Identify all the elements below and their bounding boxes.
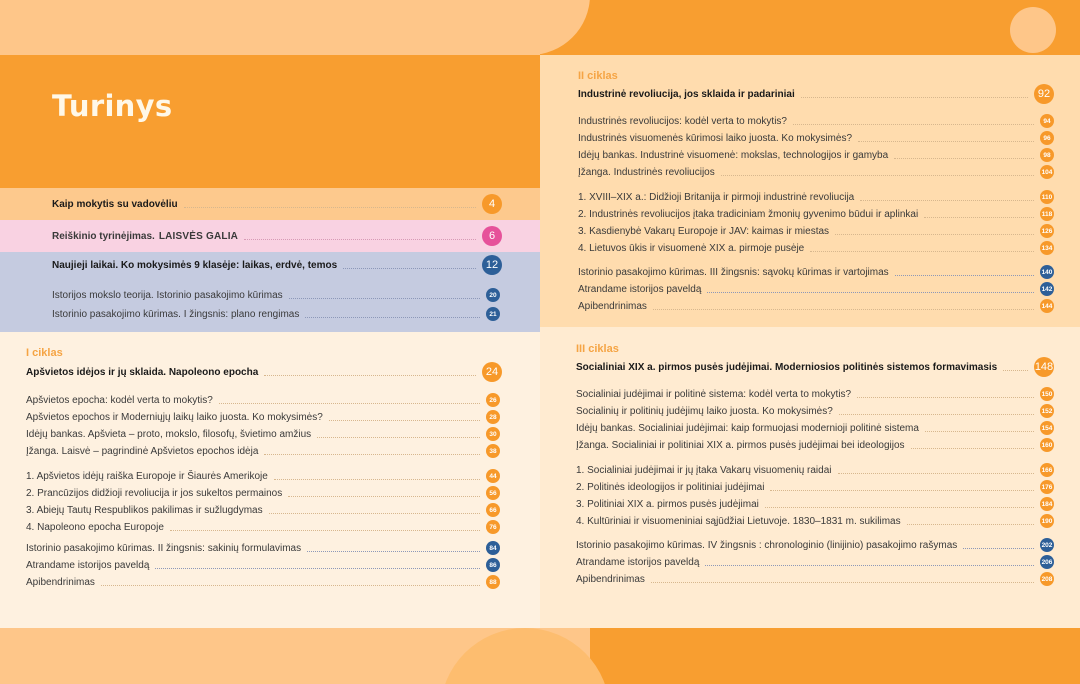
toc-entry[interactable]: [576, 537, 1054, 553]
decorative-circle: [1010, 7, 1056, 53]
intro-new-times-band: [0, 252, 540, 332]
page-badge: 148: [1034, 357, 1054, 377]
entry-label: Kaip mokytis su vadovėliu: [52, 198, 178, 210]
intro-how-to-band: [0, 188, 540, 220]
entry-label: 2. Politinės ideologijos ir politiniai judėjimai: [576, 481, 765, 493]
page-badge: 86: [486, 558, 500, 572]
entry-label: Industrinės revoliucijos: kodėl verta to mokytis?: [578, 115, 787, 127]
page-badge: 92: [1034, 84, 1054, 104]
leader-dots: [184, 207, 476, 208]
toc-entry[interactable]: [26, 468, 500, 484]
page-badge: 24: [482, 362, 502, 382]
leader-dots: [895, 275, 1034, 276]
entry-label: Apšvietos epochos ir Moderniųjų laikų laiko juosta. Ko mokysimės?: [26, 411, 323, 423]
leader-dots: [329, 420, 480, 421]
toc-entry[interactable]: [26, 557, 500, 573]
toc-entry[interactable]: [578, 147, 1054, 163]
page-badge: 206: [1040, 555, 1054, 569]
page-badge: 150: [1040, 387, 1054, 401]
page-badge: 202: [1040, 538, 1054, 552]
entry-label: Idėjų bankas. Apšvieta – proto, mokslo, filosofų, švietimo amžius: [26, 428, 312, 440]
leader-dots: [801, 97, 1028, 98]
toc-entry[interactable]: [576, 496, 1054, 512]
page-badge: 142: [1040, 282, 1054, 296]
entry-label: Įžanga. Laisvė – pagrindinė Apšvietos epochos idėja: [26, 445, 259, 457]
page-badge: 98: [1040, 148, 1054, 162]
leader-dots: [264, 454, 480, 455]
toc-entry[interactable]: [26, 540, 500, 556]
leader-dots: [707, 292, 1034, 293]
leader-dots: [911, 448, 1034, 449]
leader-dots: [289, 298, 480, 299]
entry-label: 1. XVIII–XIX a.: Didžioji Britanija ir pirmoji industrinė revoliucija: [578, 191, 855, 203]
page-badge: 104: [1040, 165, 1054, 179]
entry-label: Atrandame istorijos paveldą: [576, 556, 700, 568]
page-badge: 26: [486, 393, 500, 407]
leader-dots: [705, 565, 1034, 566]
toc-entry[interactable]: [576, 386, 1054, 402]
entry-label: Socialinių ir politinių judėjimų laiko juosta. Ko mokysimės?: [576, 405, 833, 417]
toc-entry[interactable]: [578, 240, 1054, 256]
page-badge: 126: [1040, 224, 1054, 238]
entry-label: Istorinio pasakojimo kūrimas. I žingsnis: plano rengimas: [52, 308, 300, 320]
leader-dots: [963, 548, 1034, 549]
toc-entry[interactable]: [578, 113, 1054, 129]
leader-dots: [765, 507, 1034, 508]
intro-study-band: [0, 220, 540, 252]
leader-dots: [924, 217, 1034, 218]
page-badge: 6: [482, 226, 502, 246]
entry-label: 3. Politiniai XIX a. pirmos pusės judėjimai: [576, 498, 759, 510]
cycle-heading-entry[interactable]: [576, 359, 1054, 375]
toc-entry[interactable]: [578, 223, 1054, 239]
leader-dots: [317, 437, 480, 438]
toc-entry[interactable]: [578, 189, 1054, 205]
leader-dots: [269, 513, 480, 514]
toc-entry[interactable]: [576, 479, 1054, 495]
toc-entry[interactable]: [52, 287, 500, 303]
toc-entry[interactable]: [576, 420, 1054, 436]
page-badge: 28: [486, 410, 500, 424]
top-band-left: [0, 0, 540, 55]
leader-dots: [155, 568, 480, 569]
entry-label: Socialiniai XIX a. pirmos pusės judėjimai. Moderniosios politinės sistemos formavimasis: [576, 361, 998, 373]
page-badge: 96: [1040, 131, 1054, 145]
leader-dots: [810, 251, 1034, 252]
cycle-1-panel: [0, 332, 540, 628]
page-badge: 134: [1040, 241, 1054, 255]
page-badge: 94: [1040, 114, 1054, 128]
page-badge: 88: [486, 575, 500, 589]
entry-label: Istorijos mokslo teorija. Istorinio pasakojimo kūrimas: [52, 289, 283, 301]
entry-label: Istorinio pasakojimo kūrimas. IV žingsnis : chronologinio (linijinio) pasakojimo rašymas: [576, 539, 958, 551]
entry-label: Idėjų bankas. Industrinė visuomenė: mokslas, technologijos ir gamyba: [578, 149, 889, 161]
leader-dots: [793, 124, 1034, 125]
entry-label: 4. Lietuvos ūkis ir visuomenė XIX a. pirmoje pusėje: [578, 242, 805, 254]
leader-dots: [835, 234, 1034, 235]
toc-entry[interactable]: [576, 462, 1054, 478]
leader-dots: [651, 582, 1034, 583]
entry-label: LAISVĖS GALIA: [158, 230, 239, 242]
leader-dots: [274, 479, 480, 480]
title-panel: [0, 55, 540, 188]
toc-entry[interactable]: [26, 519, 500, 535]
entry-label: Apšvietos epocha: kodėl verta to mokytis?: [26, 394, 213, 406]
leader-dots: [305, 317, 480, 318]
page-badge: 12: [482, 255, 502, 275]
toc-entry[interactable]: [578, 264, 1054, 280]
leader-dots: [857, 397, 1034, 398]
cycle-2-panel: [540, 55, 1080, 327]
entry-label: Industrinė revoliucija, jos sklaida ir padariniai: [578, 88, 795, 100]
leader-dots: [170, 530, 480, 531]
toc-entry[interactable]: [26, 502, 500, 518]
entry-label: Apšvietos idėjos ir jų sklaida. Napoleono epocha: [26, 366, 259, 378]
page-badge: 208: [1040, 572, 1054, 586]
page-badge: 154: [1040, 421, 1054, 435]
page-badge: 166: [1040, 463, 1054, 477]
leader-dots: [839, 414, 1034, 415]
toc-entry[interactable]: [576, 513, 1054, 529]
toc-entry[interactable]: [26, 392, 500, 408]
entry-label: Įžanga. Socialiniai ir politiniai XIX a. pirmos pusės judėjimai bei ideologijos: [576, 439, 905, 451]
cycle-heading-entry[interactable]: [578, 86, 1054, 102]
bottom-band-right: [590, 628, 1080, 684]
entry-label: Istorinio pasakojimo kūrimas. II žingsnis: sakinių formulavimas: [26, 542, 302, 554]
toc-entry[interactable]: [576, 437, 1054, 453]
toc-entry[interactable]: [26, 485, 500, 501]
toc-entry[interactable]: [576, 403, 1054, 419]
page-badge: 140: [1040, 265, 1054, 279]
leader-dots: [244, 239, 476, 240]
leader-dots: [838, 473, 1035, 474]
entry-label: 4. Kultūriniai ir visuomeniniai sąjūdžiai Lietuvoje. 1830–1831 m. sukilimas: [576, 515, 901, 527]
page-badge: 76: [486, 520, 500, 534]
leader-dots: [721, 175, 1034, 176]
entry-label: 1. Apšvietos idėjų raiška Europoje ir Šiaurės Amerikoje: [26, 470, 268, 482]
leader-dots: [1003, 370, 1028, 371]
entry-label: Įžanga. Industrinės revoliucijos: [578, 166, 715, 178]
page-badge: 110: [1040, 190, 1054, 204]
leader-dots: [653, 309, 1034, 310]
cycle-3-panel: [540, 327, 1080, 628]
entry-label: 1. Socialiniai judėjimai ir jų įtaka Vakarų visuomenių raidai: [576, 464, 832, 476]
page-badge: 20: [486, 288, 500, 302]
toc-entry[interactable]: [578, 164, 1054, 180]
entry-label: 3. Kasdienybė Vakarų Europoje ir JAV: kaimas ir miestas: [578, 225, 830, 237]
leader-dots: [907, 524, 1034, 525]
leader-dots: [101, 585, 480, 586]
cycle-heading-entry[interactable]: [26, 364, 502, 380]
page-badge: 21: [486, 307, 500, 321]
leader-dots: [925, 431, 1034, 432]
toc-entry[interactable]: [26, 574, 500, 590]
toc-entry[interactable]: [576, 571, 1054, 587]
page-badge: 176: [1040, 480, 1054, 494]
toc-entry[interactable]: [578, 298, 1054, 314]
cycle-label: III ciklas: [576, 343, 619, 355]
entry-label: Idėjų bankas. Socialiniai judėjimai: kaip formuojasi modernioji politinė sistema: [576, 422, 919, 434]
entry-lead: Reiškinio tyrinėjimas.: [52, 230, 155, 242]
toc-entry[interactable]: [26, 409, 500, 425]
page-badge: 190: [1040, 514, 1054, 528]
toc-entry-how-to[interactable]: [52, 196, 502, 212]
leader-dots: [860, 200, 1034, 201]
entry-label: Atrandame istorijos paveldą: [26, 559, 150, 571]
entry-label: 4. Napoleono epocha Europoje: [26, 521, 164, 533]
toc-entry[interactable]: [578, 281, 1054, 297]
leader-dots: [264, 375, 476, 376]
entry-label: Industrinės visuomenės kūrimosi laiko juosta. Ko mokysimės?: [578, 132, 852, 144]
entry-label: Socialiniai judėjimai ir politinė sistema: kodėl verta to mokytis?: [576, 388, 852, 400]
leader-dots: [288, 496, 480, 497]
toc-entry[interactable]: [26, 443, 500, 459]
leader-dots: [343, 268, 476, 269]
page-badge: 44: [486, 469, 500, 483]
page-badge: 66: [486, 503, 500, 517]
page-badge: 56: [486, 486, 500, 500]
entry-label: 2. Industrinės revoliucijos įtaka tradiciniam žmonių gyvenimo būdui ir aplinkai: [578, 208, 919, 220]
page-badge: 184: [1040, 497, 1054, 511]
leader-dots: [770, 490, 1034, 491]
page-badge: 160: [1040, 438, 1054, 452]
toc-entry[interactable]: [26, 426, 500, 442]
entry-label: Apibendrinimas: [578, 300, 647, 312]
leader-dots: [858, 141, 1034, 142]
leader-dots: [894, 158, 1034, 159]
cycle-label: II ciklas: [578, 70, 618, 82]
page-badge: 144: [1040, 299, 1054, 313]
toc-entry[interactable]: [52, 306, 500, 322]
entry-label: Apibendrinimas: [576, 573, 645, 585]
page-badge: 152: [1040, 404, 1054, 418]
entry-label: Apibendrinimas: [26, 576, 95, 588]
toc-entry-study[interactable]: [52, 228, 502, 244]
leader-dots: [307, 551, 480, 552]
page-badge: 38: [486, 444, 500, 458]
page-badge: 118: [1040, 207, 1054, 221]
toc-entry[interactable]: [578, 206, 1054, 222]
leader-dots: [219, 403, 480, 404]
page-badge: 30: [486, 427, 500, 441]
top-band-right: [540, 0, 1080, 55]
page-badge: 84: [486, 541, 500, 555]
entry-label: Naujieji laikai. Ko mokysimės 9 klasėje: laikas, erdvė, temos: [52, 259, 338, 271]
page-title: Turinys: [52, 89, 173, 123]
cycle-label: I ciklas: [26, 347, 63, 359]
entry-label: 2. Prancūzijos didžioji revoliucija ir jos sukeltos permainos: [26, 487, 283, 499]
page-badge: 4: [482, 194, 502, 214]
toc-entry[interactable]: [576, 554, 1054, 570]
toc-entry-new-times[interactable]: [52, 257, 502, 273]
entry-label: 3. Abiejų Tautų Respublikos pakilimas ir sužlugdymas: [26, 504, 263, 516]
entry-label: Atrandame istorijos paveldą: [578, 283, 702, 295]
toc-entry[interactable]: [578, 130, 1054, 146]
entry-label: Istorinio pasakojimo kūrimas. III žingsnis: sąvokų kūrimas ir vartojimas: [578, 266, 889, 278]
